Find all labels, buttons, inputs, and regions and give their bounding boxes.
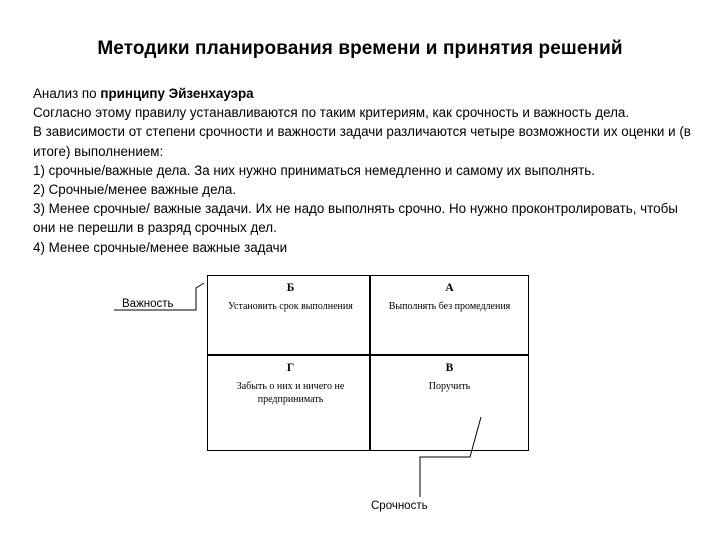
cell-text: Выполнять без промедления bbox=[388, 301, 511, 312]
cell-top-right bbox=[371, 282, 528, 313]
criteria-line: Согласно этому правилу устанавливаются по таким критериям, как срочность и важность дела. bbox=[33, 105, 630, 121]
options-line: В зависимости от степени срочности и важности задачи различаются четыре возможности их оценки и (в итоге) выполнением: bbox=[33, 124, 691, 159]
body-text bbox=[33, 84, 703, 257]
list-item-3: 3) Менее срочные/ важные задачи. Их не надо выполнять срочно. Но нужно проконтролировать, чтобы они не перешли в разряд срочных дел. bbox=[33, 201, 678, 236]
priority-matrix bbox=[207, 275, 529, 451]
list-item-4: 4) Менее срочные/менее важные задачи bbox=[33, 239, 288, 255]
cell-text: Установить срок выполнения bbox=[228, 301, 353, 312]
intro-line bbox=[33, 84, 703, 103]
cell-letter: Б bbox=[286, 282, 295, 294]
list-item-2: 2) Срочные/менее важные дела. bbox=[33, 182, 237, 198]
intro-prefix: Анализ по bbox=[33, 86, 101, 101]
intro-bold: принципу Эйзенхауэра bbox=[100, 86, 254, 101]
cell-text: Забыть о них и ничего не предпринимать bbox=[236, 381, 345, 405]
cell-top-left bbox=[228, 282, 353, 313]
cell-letter: В bbox=[445, 362, 454, 374]
list-item-1: 1) срочные/важные дела. За них нужно приниматься немедленно и самому их выполнять. bbox=[33, 162, 595, 178]
importance-axis-label: Важность bbox=[122, 298, 174, 310]
cell-bottom-right bbox=[371, 362, 528, 393]
page-title: Методики планирования времени и принятия решений bbox=[97, 38, 623, 59]
cell-text: Поручить bbox=[428, 381, 471, 392]
cell-bottom-left bbox=[218, 362, 363, 406]
matrix-horizontal-divider bbox=[208, 354, 528, 356]
cell-letter: Г bbox=[286, 362, 295, 374]
urgency-axis-label: Срочность bbox=[371, 500, 428, 512]
cell-letter: А bbox=[445, 282, 454, 294]
